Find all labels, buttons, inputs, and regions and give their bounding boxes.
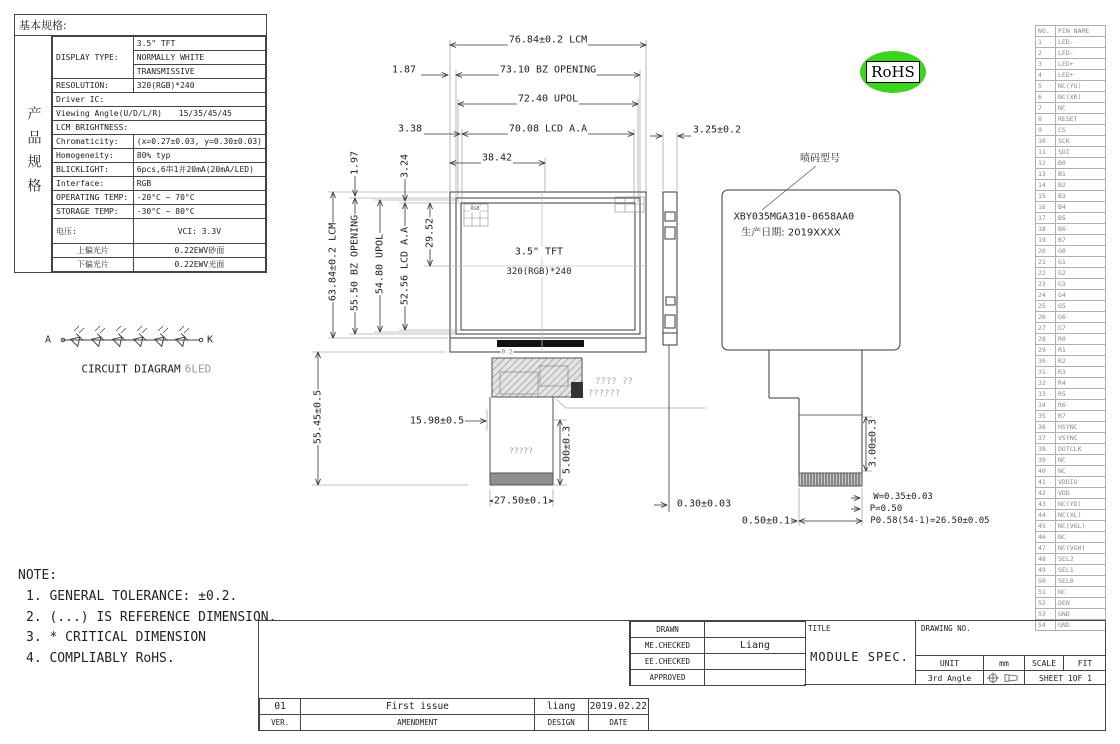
- spec-interface-label: Interface:: [53, 177, 134, 191]
- pin-row: [1036, 323, 1106, 334]
- pin-name: G6: [1056, 312, 1106, 323]
- pin-number: 14: [1036, 180, 1056, 191]
- revision-ver: 01: [260, 699, 301, 715]
- drawing-no-label: DRAWING NO.: [916, 621, 1106, 656]
- note-item: 1. GENERAL TOLERANCE: ±0.2.: [26, 589, 238, 604]
- annotation-dim-0-50: 0.50±0.1: [741, 515, 791, 527]
- pin-row: [1036, 367, 1106, 378]
- pin-row: [1036, 180, 1106, 191]
- pin-row: [1036, 224, 1106, 235]
- annotation-dim-bz-height: 55.50 BZ OPENING: [349, 214, 361, 312]
- pin-number: 29: [1036, 345, 1056, 356]
- annotation-dim-3-38: 3.38: [397, 123, 423, 135]
- pin-name: R4: [1056, 378, 1106, 389]
- sheet-label: SHEET 1OF 1: [1024, 671, 1106, 685]
- fpc-shape: [490, 358, 706, 485]
- pin-number: 49: [1036, 565, 1056, 576]
- spec-chromaticity-label: Chromaticity:: [53, 135, 134, 149]
- ver-label: VER.: [260, 715, 301, 731]
- annotation-dim-aa-width: 70.08 LCD A.A: [508, 123, 588, 135]
- spec-op-temp: -20°C ~ 70°C: [133, 191, 265, 205]
- pin-name: NC(YU): [1056, 81, 1106, 92]
- pin-number: 28: [1036, 334, 1056, 345]
- annotation-circuit-anode: A: [44, 334, 52, 346]
- pin-name: B7: [1056, 235, 1106, 246]
- pin-number: 10: [1036, 136, 1056, 147]
- pin-number: 20: [1036, 246, 1056, 257]
- spec-homogeneity-label: Homogeneity:: [53, 149, 134, 163]
- annotation-dim-aa-height: 52.56 LCD A.A: [399, 226, 411, 306]
- pin-number: 25: [1036, 301, 1056, 312]
- pin-number: 30: [1036, 356, 1056, 367]
- annotation-fpc-note-line2: ??????: [587, 389, 621, 399]
- annotation-rgb-pixel-label: RGB: [470, 206, 480, 212]
- spec-viewing-angle-label: Viewing Angle(U/D/L/R): [56, 109, 162, 118]
- me-checked-label: ME.CHECKED: [631, 638, 705, 654]
- pin-row: [1036, 466, 1106, 477]
- pin-name: GND: [1056, 620, 1106, 631]
- spec-display-type-1: 3.5" TFT: [133, 37, 265, 51]
- spec-upper-pol: 0.22EWV砂面: [133, 244, 265, 258]
- pin-number: 51: [1036, 587, 1056, 598]
- annotation-dim-w-0-35: W=0.35±0.03: [873, 492, 933, 502]
- pin-row: [1036, 334, 1106, 345]
- pin-number: 24: [1036, 290, 1056, 301]
- pin-number: 42: [1036, 488, 1056, 499]
- pin-number: 23: [1036, 279, 1056, 290]
- pin-row: [1036, 92, 1106, 103]
- pin-name: SEL2: [1056, 554, 1106, 565]
- pin-row: [1036, 312, 1106, 323]
- pin-row: [1036, 609, 1106, 620]
- annotation-conn-0-2: 0.2: [501, 348, 513, 356]
- pin-name: G0: [1056, 246, 1106, 257]
- annotation-dim-55-45: 55.45±0.5: [312, 389, 324, 445]
- revision-table: [259, 698, 649, 731]
- annotation-screen-resolution: 320(RGB)*240: [506, 267, 572, 277]
- spec-table-header: 基本规格:: [19, 19, 67, 32]
- pin-name: B1: [1056, 169, 1106, 180]
- pin-name: NC(XR): [1056, 92, 1106, 103]
- pin-number: 21: [1036, 257, 1056, 268]
- spec-chromaticity: (x=0.27±0.03, y=0.30±0.03): [133, 135, 265, 149]
- note-item: 2. (...) IS REFERENCE DIMENSION.: [26, 609, 277, 625]
- annotation-dim-15-98: 15.98±0.5: [409, 415, 465, 427]
- pin-row: [1036, 400, 1106, 411]
- pin-number: 2: [1036, 48, 1056, 59]
- notes-section: [18, 568, 277, 669]
- pin-row: [1036, 499, 1106, 510]
- pin-name: G1: [1056, 257, 1106, 268]
- spec-viewing-angle-row: [53, 107, 266, 121]
- ee-checked-label: EE.CHECKED: [631, 654, 705, 670]
- pin-row: [1036, 235, 1106, 246]
- side-view-outline: [663, 192, 677, 512]
- pin-row: [1036, 202, 1106, 213]
- pin-row: [1036, 554, 1106, 565]
- pin-name: G3: [1056, 279, 1106, 290]
- pin-name: NC: [1056, 103, 1106, 114]
- pin-number: 11: [1036, 147, 1056, 158]
- pin-name: LED-: [1056, 37, 1106, 48]
- pin-name: NC(VGH): [1056, 543, 1106, 554]
- pin-number: 54: [1036, 620, 1056, 631]
- pin-number: 41: [1036, 477, 1056, 488]
- pin-row: [1036, 136, 1106, 147]
- pin-number: 6: [1036, 92, 1056, 103]
- pin-number: 32: [1036, 378, 1056, 389]
- pin-name: B3: [1056, 191, 1106, 202]
- title-area: [804, 621, 916, 685]
- pin-number: 12: [1036, 158, 1056, 169]
- spec-voltage: VCI: 3.3V: [133, 219, 265, 244]
- revision-amendment: First issue: [301, 699, 534, 715]
- pin-number: 44: [1036, 510, 1056, 521]
- revision-date: 2019.02.22: [588, 699, 648, 715]
- pin-row: [1036, 477, 1106, 488]
- pin-number: 4: [1036, 70, 1056, 81]
- pin-name: GND: [1056, 609, 1106, 620]
- pin-name: R5: [1056, 389, 1106, 400]
- pin-row: [1036, 345, 1106, 356]
- pin-name: LED+: [1056, 70, 1106, 81]
- spec-brightness-label: LCM BRIGHTNESS:: [53, 121, 266, 135]
- rohs-label: RoHS: [866, 61, 920, 83]
- annotation-dim-27-50: 27.50±0.1: [493, 495, 549, 507]
- pin-row: [1036, 268, 1106, 279]
- pin-name: B2: [1056, 180, 1106, 191]
- pin-name: DEN: [1056, 598, 1106, 609]
- spec-lower-pol-label: 下偏光片: [53, 258, 134, 272]
- title-label: TITLE: [808, 624, 831, 633]
- spec-st-temp-label: STORAGE TEMP:: [53, 205, 134, 219]
- annotation-dim-bz-width: 73.10 BZ OPENING: [499, 64, 597, 76]
- pin-number: 19: [1036, 235, 1056, 246]
- pin-name: NC: [1056, 466, 1106, 477]
- scale-label: SCALE: [1024, 656, 1063, 670]
- amendment-label: AMENDMENT: [301, 715, 534, 731]
- spec-display-type-3: TRANSMISSIVE: [133, 65, 265, 79]
- pin-row: [1036, 422, 1106, 433]
- pin-row: [1036, 301, 1106, 312]
- pin-row: [1036, 389, 1106, 400]
- pin-number: 3: [1036, 59, 1056, 70]
- pin-name: R3: [1056, 367, 1106, 378]
- annotation-production-date: 生产日期: 2019XXXX: [740, 224, 841, 239]
- pin-number: 15: [1036, 191, 1056, 202]
- pin-name: NC: [1056, 587, 1106, 598]
- ee-checked-value: [705, 654, 806, 670]
- pin-row: [1036, 158, 1106, 169]
- pin-row: [1036, 565, 1106, 576]
- pin-row: [1036, 114, 1106, 125]
- pin-row: [1036, 378, 1106, 389]
- scale-value: FIT: [1063, 656, 1106, 670]
- pin-name: VSYNC: [1056, 433, 1106, 444]
- pin-number: 37: [1036, 433, 1056, 444]
- spec-display-type-2: NORMALLY WHITE: [133, 51, 265, 65]
- pin-row: [1036, 70, 1106, 81]
- spec-voltage-label: 电压:: [53, 219, 134, 244]
- pin-number: 46: [1036, 532, 1056, 543]
- pin-name: SEL0: [1056, 576, 1106, 587]
- approved-value: [705, 670, 806, 686]
- pin-row: [1036, 444, 1106, 455]
- pin-number: 8: [1036, 114, 1056, 125]
- pin-number: 34: [1036, 400, 1056, 411]
- approved-label: APPROVED: [631, 670, 705, 686]
- pin-name: G5: [1056, 301, 1106, 312]
- spec-backlight: 6pcs,6串1并20mA(20mA/LED): [133, 163, 265, 177]
- pin-number: 48: [1036, 554, 1056, 565]
- spec-upper-pol-label: 上偏光片: [53, 244, 134, 258]
- annotation-dim-3-00: 3.00±0.3: [867, 418, 879, 468]
- pin-name: NC(XL): [1056, 510, 1106, 521]
- pin-table: [1035, 25, 1106, 631]
- pin-row: [1036, 279, 1106, 290]
- spec-resolution-label: RESOLUTION:: [53, 79, 134, 93]
- pin-row: [1036, 290, 1106, 301]
- pin-number: 47: [1036, 543, 1056, 554]
- spec-viewing-angle: 15/35/45/45: [178, 109, 232, 118]
- annotation-fpc-note-line1: ???? ??: [595, 377, 633, 387]
- spec-side-label: 产品规格: [15, 36, 52, 272]
- pin-name: G4: [1056, 290, 1106, 301]
- pin-name: B0: [1056, 158, 1106, 169]
- pin-row: [1036, 598, 1106, 609]
- pin-number: 43: [1036, 499, 1056, 510]
- annotation-dim-lcm-height: 63.84±0.2 LCM: [327, 222, 339, 302]
- pin-number: 39: [1036, 455, 1056, 466]
- pin-name: NC: [1056, 532, 1106, 543]
- annotation-dim-pitch: P0.58(54-1)=26.50±0.05: [870, 516, 990, 526]
- date-label: DATE: [588, 715, 648, 731]
- annotation-dim-38-42: 38.42: [481, 152, 513, 164]
- pin-row: [1036, 587, 1106, 598]
- pin-name: RESET: [1056, 114, 1106, 125]
- annotation-circuit-led-count: 6LED: [184, 362, 212, 376]
- pin-number: 33: [1036, 389, 1056, 400]
- pin-row: [1036, 191, 1106, 202]
- pin-number: 45: [1036, 521, 1056, 532]
- pin-number: 50: [1036, 576, 1056, 587]
- pin-name: R2: [1056, 356, 1106, 367]
- pin-row: [1036, 48, 1106, 59]
- annotation-dim-3-25: 3.25±0.2: [692, 124, 742, 136]
- pin-number: 18: [1036, 224, 1056, 235]
- annotation-circuit-caption: CIRCUIT DIAGRAM: [81, 362, 181, 376]
- pin-number: 35: [1036, 411, 1056, 422]
- pin-row: [1036, 257, 1106, 268]
- revision-design: liang: [534, 699, 588, 715]
- basic-spec-table: [14, 14, 267, 273]
- design-label: DESIGN: [534, 715, 588, 731]
- annotation-dim-0-30: 0.30±0.03: [676, 498, 732, 510]
- pin-number: 13: [1036, 169, 1056, 180]
- extension-lines: [312, 40, 872, 526]
- spec-interface: RGB: [133, 177, 265, 191]
- annotation-screen-type: 3.5" TFT: [514, 246, 564, 258]
- pin-number: 38: [1036, 444, 1056, 455]
- drawn-value: [705, 622, 806, 638]
- spec-homogeneity: 80% typ: [133, 149, 265, 163]
- pin-name: B6: [1056, 224, 1106, 235]
- spec-op-temp-label: OPERATING TEMP:: [53, 191, 134, 205]
- spec-st-temp: -30°C ~ 80°C: [133, 205, 265, 219]
- pin-row: [1036, 510, 1106, 521]
- pin-name: R6: [1056, 400, 1106, 411]
- pin-name: VDD: [1056, 488, 1106, 499]
- spec-lower-pol: 0.22EWV光面: [133, 258, 265, 272]
- pin-number: 9: [1036, 125, 1056, 136]
- document-title: MODULE SPEC.: [810, 650, 909, 664]
- pin-row: [1036, 103, 1106, 114]
- pin-number: 16: [1036, 202, 1056, 213]
- pin-name: HSYNC: [1056, 422, 1106, 433]
- annotation-model-number: XBY035MGA310-0658AA0: [733, 211, 855, 223]
- pin-number: 36: [1036, 422, 1056, 433]
- pin-name: B5: [1056, 213, 1106, 224]
- annotation-circuit-cathode: K: [206, 334, 214, 346]
- front-view-outline: [450, 192, 646, 352]
- pin-row: [1036, 37, 1106, 48]
- pin-row: [1036, 433, 1106, 444]
- pin-name: VDDIO: [1056, 477, 1106, 488]
- pin-number: 5: [1036, 81, 1056, 92]
- pin-name: LED-: [1056, 48, 1106, 59]
- pin-name: R1: [1056, 345, 1106, 356]
- pin-number: 1: [1036, 37, 1056, 48]
- drawn-label: DRAWN: [631, 622, 705, 638]
- pin-name: SCK: [1056, 136, 1106, 147]
- notes-list: [18, 587, 277, 669]
- approval-table: [629, 621, 806, 686]
- annotation-dim-upol-width: 72.40 UPOL: [517, 93, 579, 105]
- third-angle-projection-icon: [983, 671, 1024, 685]
- pin-name: DOTCLK: [1056, 444, 1106, 455]
- pin-number: 17: [1036, 213, 1056, 224]
- annotation-dim-1-87: 1.87: [391, 64, 417, 76]
- pin-number: 40: [1036, 466, 1056, 477]
- pin-row: [1036, 125, 1106, 136]
- pin-number: 27: [1036, 323, 1056, 334]
- pin-name: G2: [1056, 268, 1106, 279]
- pin-row: [1036, 169, 1106, 180]
- pin-row: [1036, 576, 1106, 587]
- notes-title: NOTE:: [18, 568, 58, 583]
- pin-number: 31: [1036, 367, 1056, 378]
- annotation-dim-29-52: 29.52: [424, 217, 436, 249]
- circuit-diagram-graphic: [61, 326, 203, 346]
- drawing-info-area: [916, 621, 1106, 685]
- pin-name: NC(YD): [1056, 499, 1106, 510]
- unit-value: mm: [983, 656, 1024, 670]
- me-checked-value: Liang: [705, 638, 806, 654]
- dimension-lines: [318, 45, 866, 521]
- pin-number: 53: [1036, 609, 1056, 620]
- pin-name: CS: [1056, 125, 1106, 136]
- pin-name: NC: [1056, 455, 1106, 466]
- pin-row: [1036, 147, 1106, 158]
- pin-col-name: PIN NAME: [1056, 26, 1106, 37]
- spec-backlight-label: BLICKLIGHT:: [53, 163, 134, 177]
- note-item: 4. COMPLIABLY RoHS.: [26, 650, 175, 666]
- annotation-dim-p-0-50: P=0.50: [869, 504, 903, 514]
- spec-resolution: 320(RGB)*240: [133, 79, 265, 93]
- pin-row: [1036, 213, 1106, 224]
- annotation-dim-lcm-width: 76.84±0.2 LCM: [508, 34, 588, 46]
- spec-display-type-label: DISPLAY TYPE:: [53, 37, 134, 79]
- pin-number: 52: [1036, 598, 1056, 609]
- projection-angle-label: 3rd Angle: [927, 673, 972, 683]
- pin-row: [1036, 455, 1106, 466]
- pin-name: SDI: [1056, 147, 1106, 158]
- pin-number: 7: [1036, 103, 1056, 114]
- pin-name: R7: [1056, 411, 1106, 422]
- pin-row: [1036, 246, 1106, 257]
- pin-name: NC(VGL): [1056, 521, 1106, 532]
- rohs-badge: [860, 51, 926, 93]
- pin-row: [1036, 356, 1106, 367]
- pin-name: B4: [1056, 202, 1106, 213]
- pin-name: R0: [1056, 334, 1106, 345]
- annotation-dim-3-24: 3.24: [399, 153, 411, 179]
- pin-row: [1036, 59, 1106, 70]
- pin-number: 22: [1036, 268, 1056, 279]
- annotation-dim-upol-height: 54.80 UPOL: [374, 233, 386, 295]
- pin-row: [1036, 532, 1106, 543]
- pin-col-no: NO.: [1036, 26, 1056, 37]
- pin-row: [1036, 488, 1106, 499]
- pin-row: [1036, 81, 1106, 92]
- back-view-outline: [722, 166, 900, 486]
- note-item: 3. * CRITICAL DIMENSION: [26, 630, 207, 645]
- pin-row: [1036, 543, 1106, 554]
- pin-row: [1036, 521, 1106, 532]
- pin-name: LED+: [1056, 59, 1106, 70]
- unit-label: UNIT: [939, 658, 960, 668]
- pin-number: 26: [1036, 312, 1056, 323]
- annotation-dim-1-97: 1.97: [349, 150, 361, 176]
- annotation-dim-5-00: 5.00±0.3: [561, 425, 573, 475]
- pin-row: [1036, 411, 1106, 422]
- pin-name: SEL1: [1056, 565, 1106, 576]
- pin-name: G7: [1056, 323, 1106, 334]
- annotation-fpc-inner-text: ?????: [508, 446, 534, 456]
- annotation-spray-code-label: 喷码型号: [799, 150, 841, 165]
- title-block: [258, 620, 1106, 731]
- spec-driver-ic-label: Driver IC:: [53, 93, 266, 107]
